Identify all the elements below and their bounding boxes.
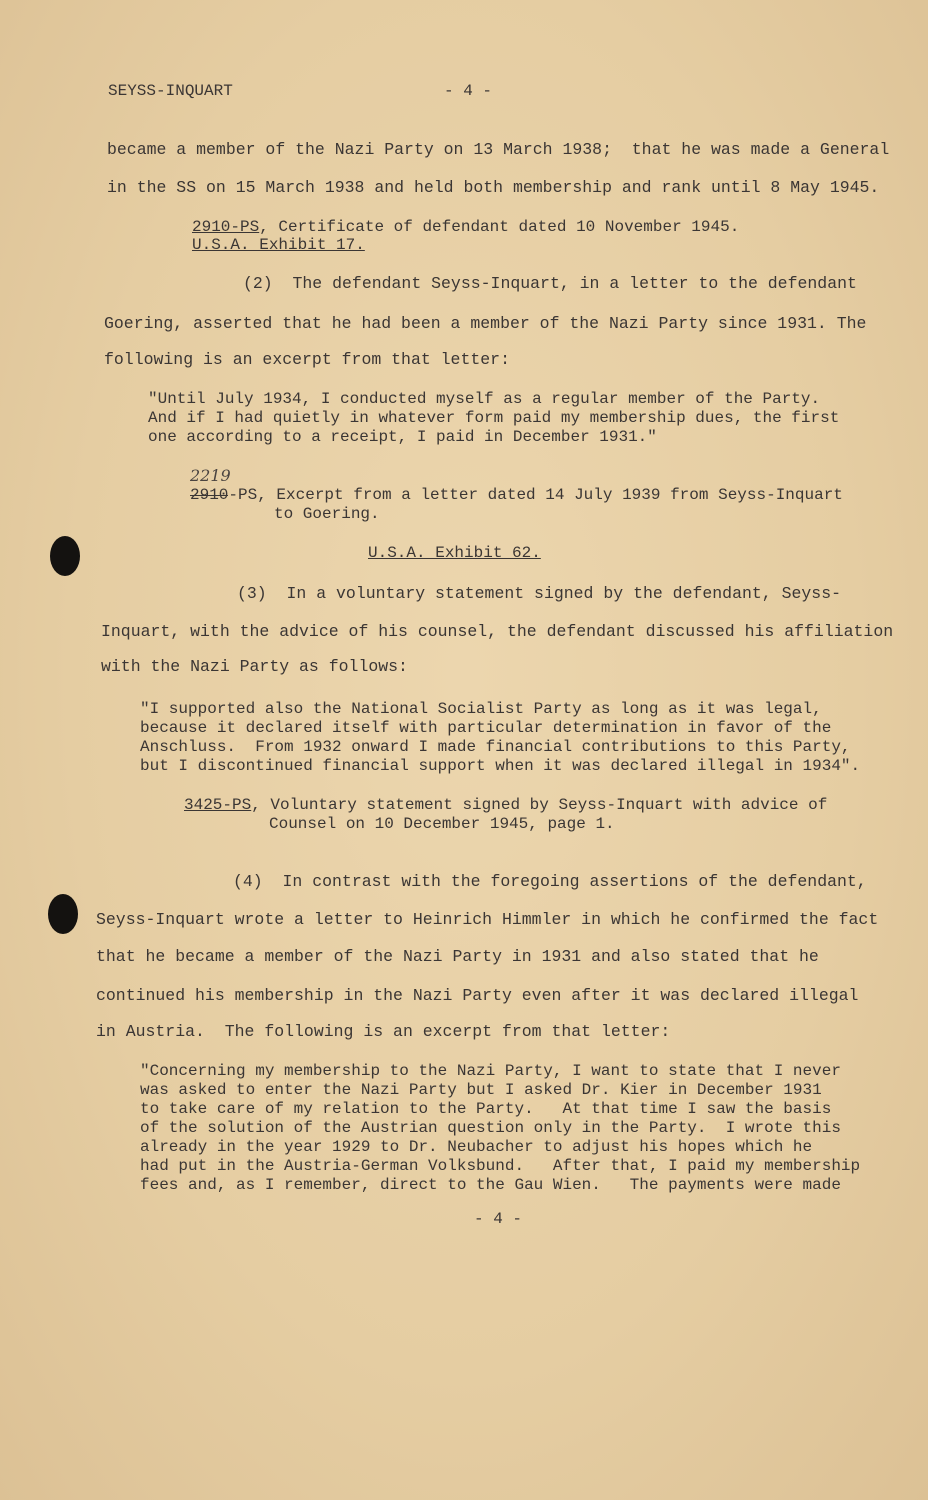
quote-line: of the solution of the Austrian question only in the Party. I wrote this: [140, 1119, 841, 1137]
body-line: Seyss-Inquart wrote a letter to Heinrich Himmler in which he confirmed the fact: [96, 910, 879, 929]
citation-text: , Certificate of defendant dated 10 November 1945.: [259, 218, 740, 236]
quote-line: "Until July 1934, I conducted myself as a regular member of the Party.: [148, 390, 821, 408]
body-line: (2) The defendant Seyss-Inquart, in a letter to the defendant: [243, 274, 857, 293]
handwritten-correction: 2219: [190, 466, 231, 485]
quote-line: but I discontinued financial support when it was declared illegal in 1934".: [140, 757, 861, 775]
body-line: Inquart, with the advice of his counsel, the defendant discussed his affiliation: [101, 622, 894, 641]
exhibit-reference: U.S.A. Exhibit 62.: [368, 544, 541, 562]
quote-line: "Concerning my membership to the Nazi Party, I want to state that I never: [140, 1062, 841, 1080]
quote-line: And if I had quietly in whatever form paid my membership dues, the first: [148, 409, 840, 427]
header-page-number: - 4 -: [444, 82, 493, 100]
quote-line: already in the year 1929 to Dr. Neubacher to adjust his hopes which he: [140, 1138, 813, 1156]
citation: [192, 218, 739, 237]
exhibit-reference: U.S.A. Exhibit 17.: [192, 236, 365, 254]
quote-line: "I supported also the National Socialist Party as long as it was legal,: [140, 700, 822, 718]
body-line: (3) In a voluntary statement signed by the defendant, Seyss-: [237, 584, 841, 603]
punch-hole: [50, 536, 80, 576]
quote-line: had put in the Austria-German Volksbund. After that, I paid my membership: [140, 1157, 861, 1175]
footer-page-number: - 4 -: [474, 1210, 523, 1228]
body-line: (4) In contrast with the foregoing assertions of the defendant,: [233, 872, 867, 891]
quote-line: one according to a receipt, I paid in December 1931.": [148, 428, 657, 446]
citation-text: to Goering.: [274, 505, 380, 523]
body-line: following is an excerpt from that letter:: [104, 350, 510, 369]
body-line: with the Nazi Party as follows:: [101, 657, 408, 676]
header-title: SEYSS-INQUART: [108, 82, 233, 100]
body-line: continued his membership in the Nazi Party even after it was declared illegal: [96, 986, 859, 1005]
citation: [190, 486, 843, 505]
body-line: that he became a member of the Nazi Party in 1931 and also stated that he: [96, 947, 819, 966]
quote-line: was asked to enter the Nazi Party but I asked Dr. Kier in December 1931: [140, 1081, 822, 1099]
body-line: in Austria. The following is an excerpt from that letter:: [96, 1022, 671, 1041]
body-line: became a member of the Nazi Party on 13 March 1938; that he was made a General: [107, 140, 890, 159]
quote-line: Anschluss. From 1932 onward I made financial contributions to this Party,: [140, 738, 851, 756]
quote-line: because it declared itself with particular determination in favor of the: [140, 719, 832, 737]
body-line: Goering, asserted that he had been a member of the Nazi Party since 1931. The: [104, 314, 867, 333]
document-reference: 2910-PS: [192, 218, 260, 236]
citation: [184, 796, 827, 815]
punch-hole: [48, 894, 78, 934]
struck-reference: 2910: [190, 486, 229, 504]
body-line: in the SS on 15 March 1938 and held both membership and rank until 8 May 1945.: [107, 178, 880, 197]
reference-suffix: -PS,: [228, 486, 267, 504]
quote-line: fees and, as I remember, direct to the Gau Wien. The payments were made: [140, 1176, 841, 1194]
citation-text: Counsel on 10 December 1945, page 1.: [269, 815, 615, 833]
document-reference: 3425-PS: [184, 796, 252, 814]
citation-text: , Voluntary statement signed by Seyss-Inquart with advice of: [251, 796, 828, 814]
quote-line: to take care of my relation to the Party. At that time I saw the basis: [140, 1100, 832, 1118]
citation-text: Excerpt from a letter dated 14 July 1939 from Seyss-Inquart: [266, 486, 843, 504]
